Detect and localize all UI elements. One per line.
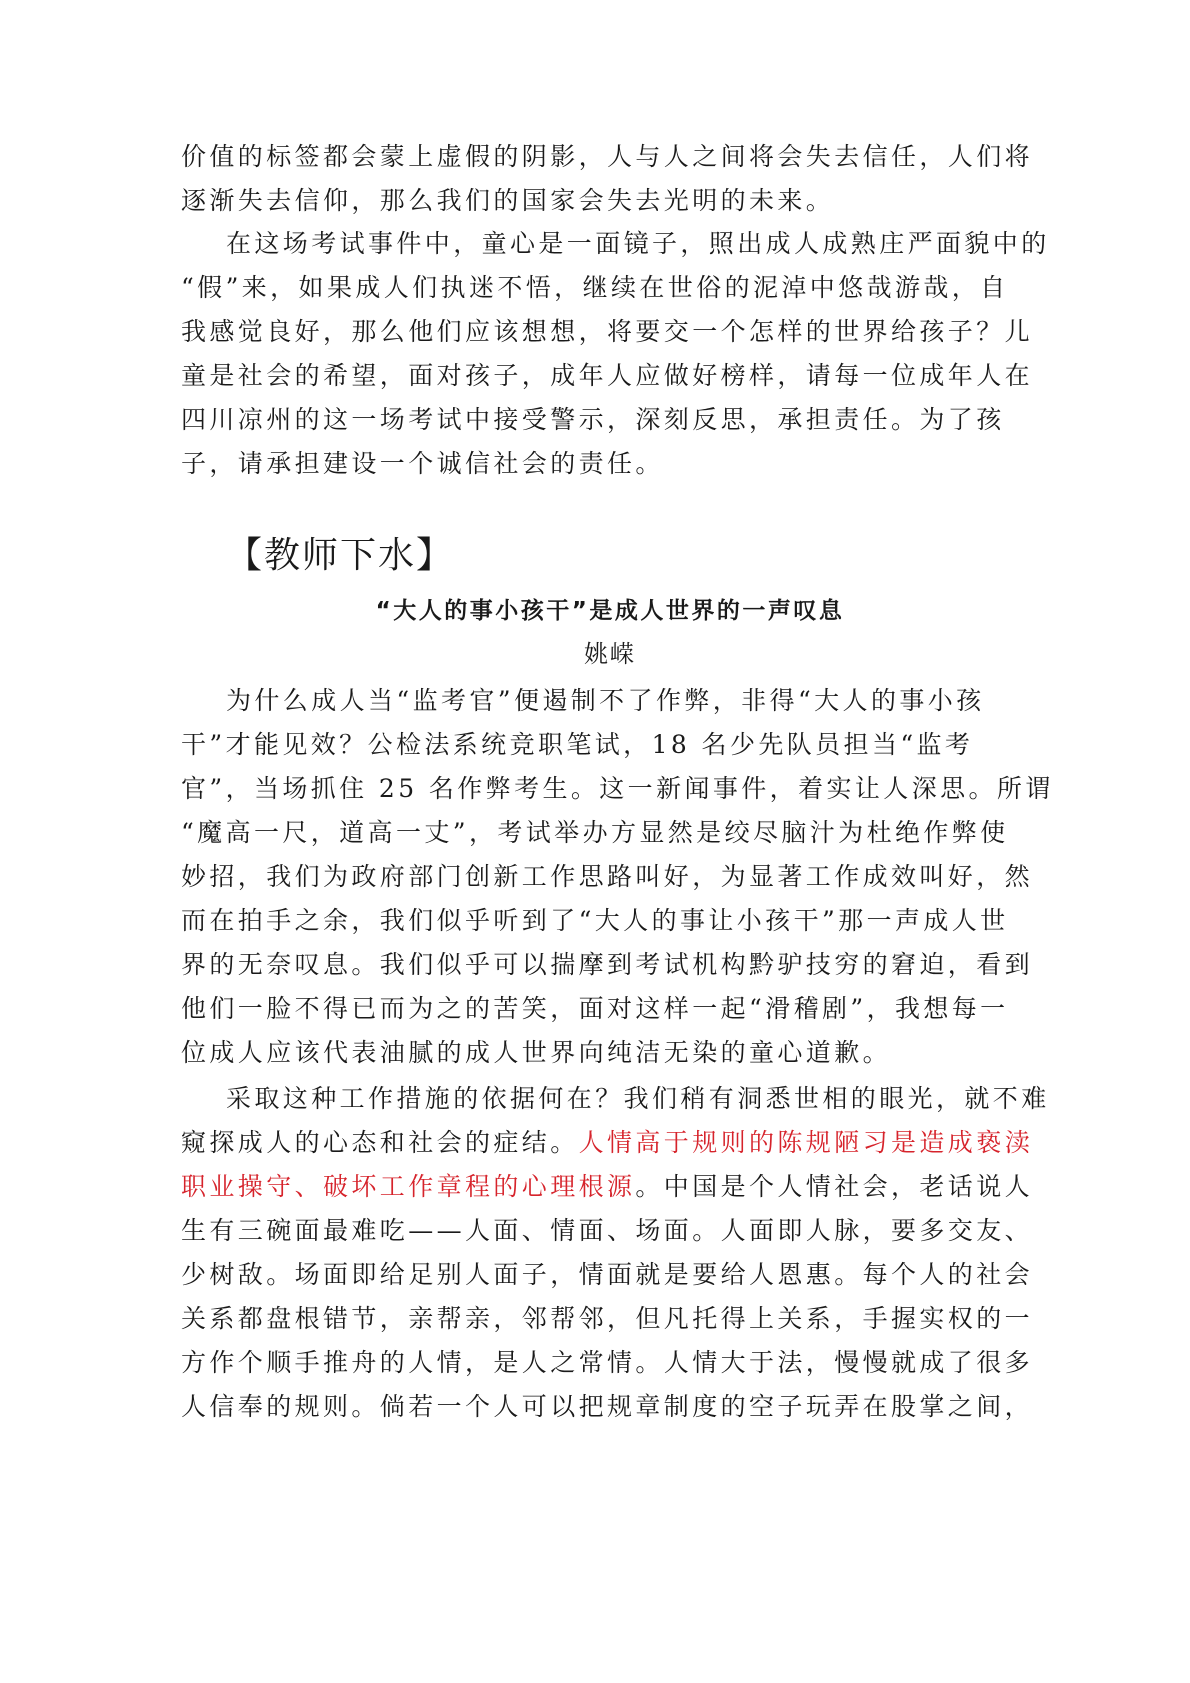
plain-text: 。中国是个人情社会，老话说人 xyxy=(635,1172,1034,1201)
paragraph-line: 人信奉的规则。倘若一个人可以把规章制度的空子玩弄在股掌之间， xyxy=(181,1392,1034,1421)
paragraph-line: 他们一脸不得已而为之的苦笑，面对这样一起“滑稽剧”，我想每一 xyxy=(181,994,1009,1023)
paragraph-line: 界的无奈叹息。我们似乎可以揣摩到考试机构黔驴技穷的窘迫，看到 xyxy=(181,950,1034,979)
paragraph-line: 妙招，我们为政府部门创新工作思路叫好，为显著工作成效叫好，然 xyxy=(181,862,1034,891)
section-heading: 【教师下水】 xyxy=(226,535,455,576)
paragraph-line: 位成人应该代表油腻的成人世界向纯洁无染的童心道歉。 xyxy=(181,1038,892,1067)
paragraph-line: 而在拍手之余，我们似乎听到了“大人的事让小孩干”那一声成人世 xyxy=(181,906,1009,935)
paragraph-line: 价值的标签都会蒙上虚假的阴影，人与人之间将会失去信任，人们将 xyxy=(181,142,1034,171)
paragraph-line: 方作个顺手推舟的人情，是人之常情。人情大于法，慢慢就成了很多 xyxy=(181,1348,1034,1377)
article-title: “大人的事小孩干”是成人世界的一声叹息 xyxy=(375,598,845,624)
paragraph-line: “魔高一尺，道高一丈”，考试举办方显然是绞尽脑汁为杜绝作弊使 xyxy=(181,818,1009,847)
highlighted-text: 人情高于规则的陈规陋习是造成亵渎 xyxy=(578,1128,1034,1157)
paragraph-line: 关系都盘根错节，亲帮亲，邻帮邻，但凡托得上关系，手握实权的一 xyxy=(181,1304,1034,1333)
paragraph-line: 采取这种工作措施的依据何在？我们稍有洞悉世相的眼光，就不难 xyxy=(226,1084,1050,1113)
plain-text: 窥探成人的心态和社会的症结。 xyxy=(181,1128,579,1157)
paragraph-line: 逐渐失去信仰，那么我们的国家会失去光明的未来。 xyxy=(181,186,835,215)
paragraph-line: 干”才能见效？公检法系统竞职笔试，18 名少先队员担当“监考 xyxy=(181,730,974,759)
paragraph-line: 在这场考试事件中，童心是一面镜子，照出成人成熟庄严面貌中的 xyxy=(226,229,1050,258)
paragraph-line: “假”来，如果成人们执迷不悟，继续在世俗的泥淖中悠哉游哉，自 xyxy=(181,273,1009,302)
paragraph-line: 生有三碗面最难吃——人面、情面、场面。人面即人脉，要多交友、 xyxy=(181,1216,1034,1245)
paragraph-line: 为什么成人当“监考官”便遏制不了作弊，非得“大人的事小孩 xyxy=(226,686,985,715)
paragraph-line-mixed xyxy=(181,1119,1034,1166)
paragraph-line: 四川凉州的这一场考试中接受警示，深刻反思，承担责任。为了孩 xyxy=(181,405,1005,434)
paragraph-line: 我感觉良好，那么他们应该想想，将要交一个怎样的世界给孩子？儿 xyxy=(181,317,1034,346)
paragraph-line-mixed xyxy=(181,1163,1034,1210)
paragraph-line: 官”，当场抓住 25 名作弊考生。这一新闻事件，着实让人深思。所谓 xyxy=(181,774,1054,803)
paragraph-line: 少树敌。场面即给足别人面子，情面就是要给人恩惠。每个人的社会 xyxy=(181,1260,1034,1289)
paragraph-line: 子，请承担建设一个诚信社会的责任。 xyxy=(181,449,664,478)
highlighted-text: 职业操守、破坏工作章程的心理根源 xyxy=(181,1172,636,1201)
article-author: 姚嵘 xyxy=(584,640,636,668)
paragraph-line: 童是社会的希望，面对孩子，成年人应做好榜样，请每一位成年人在 xyxy=(181,361,1034,390)
